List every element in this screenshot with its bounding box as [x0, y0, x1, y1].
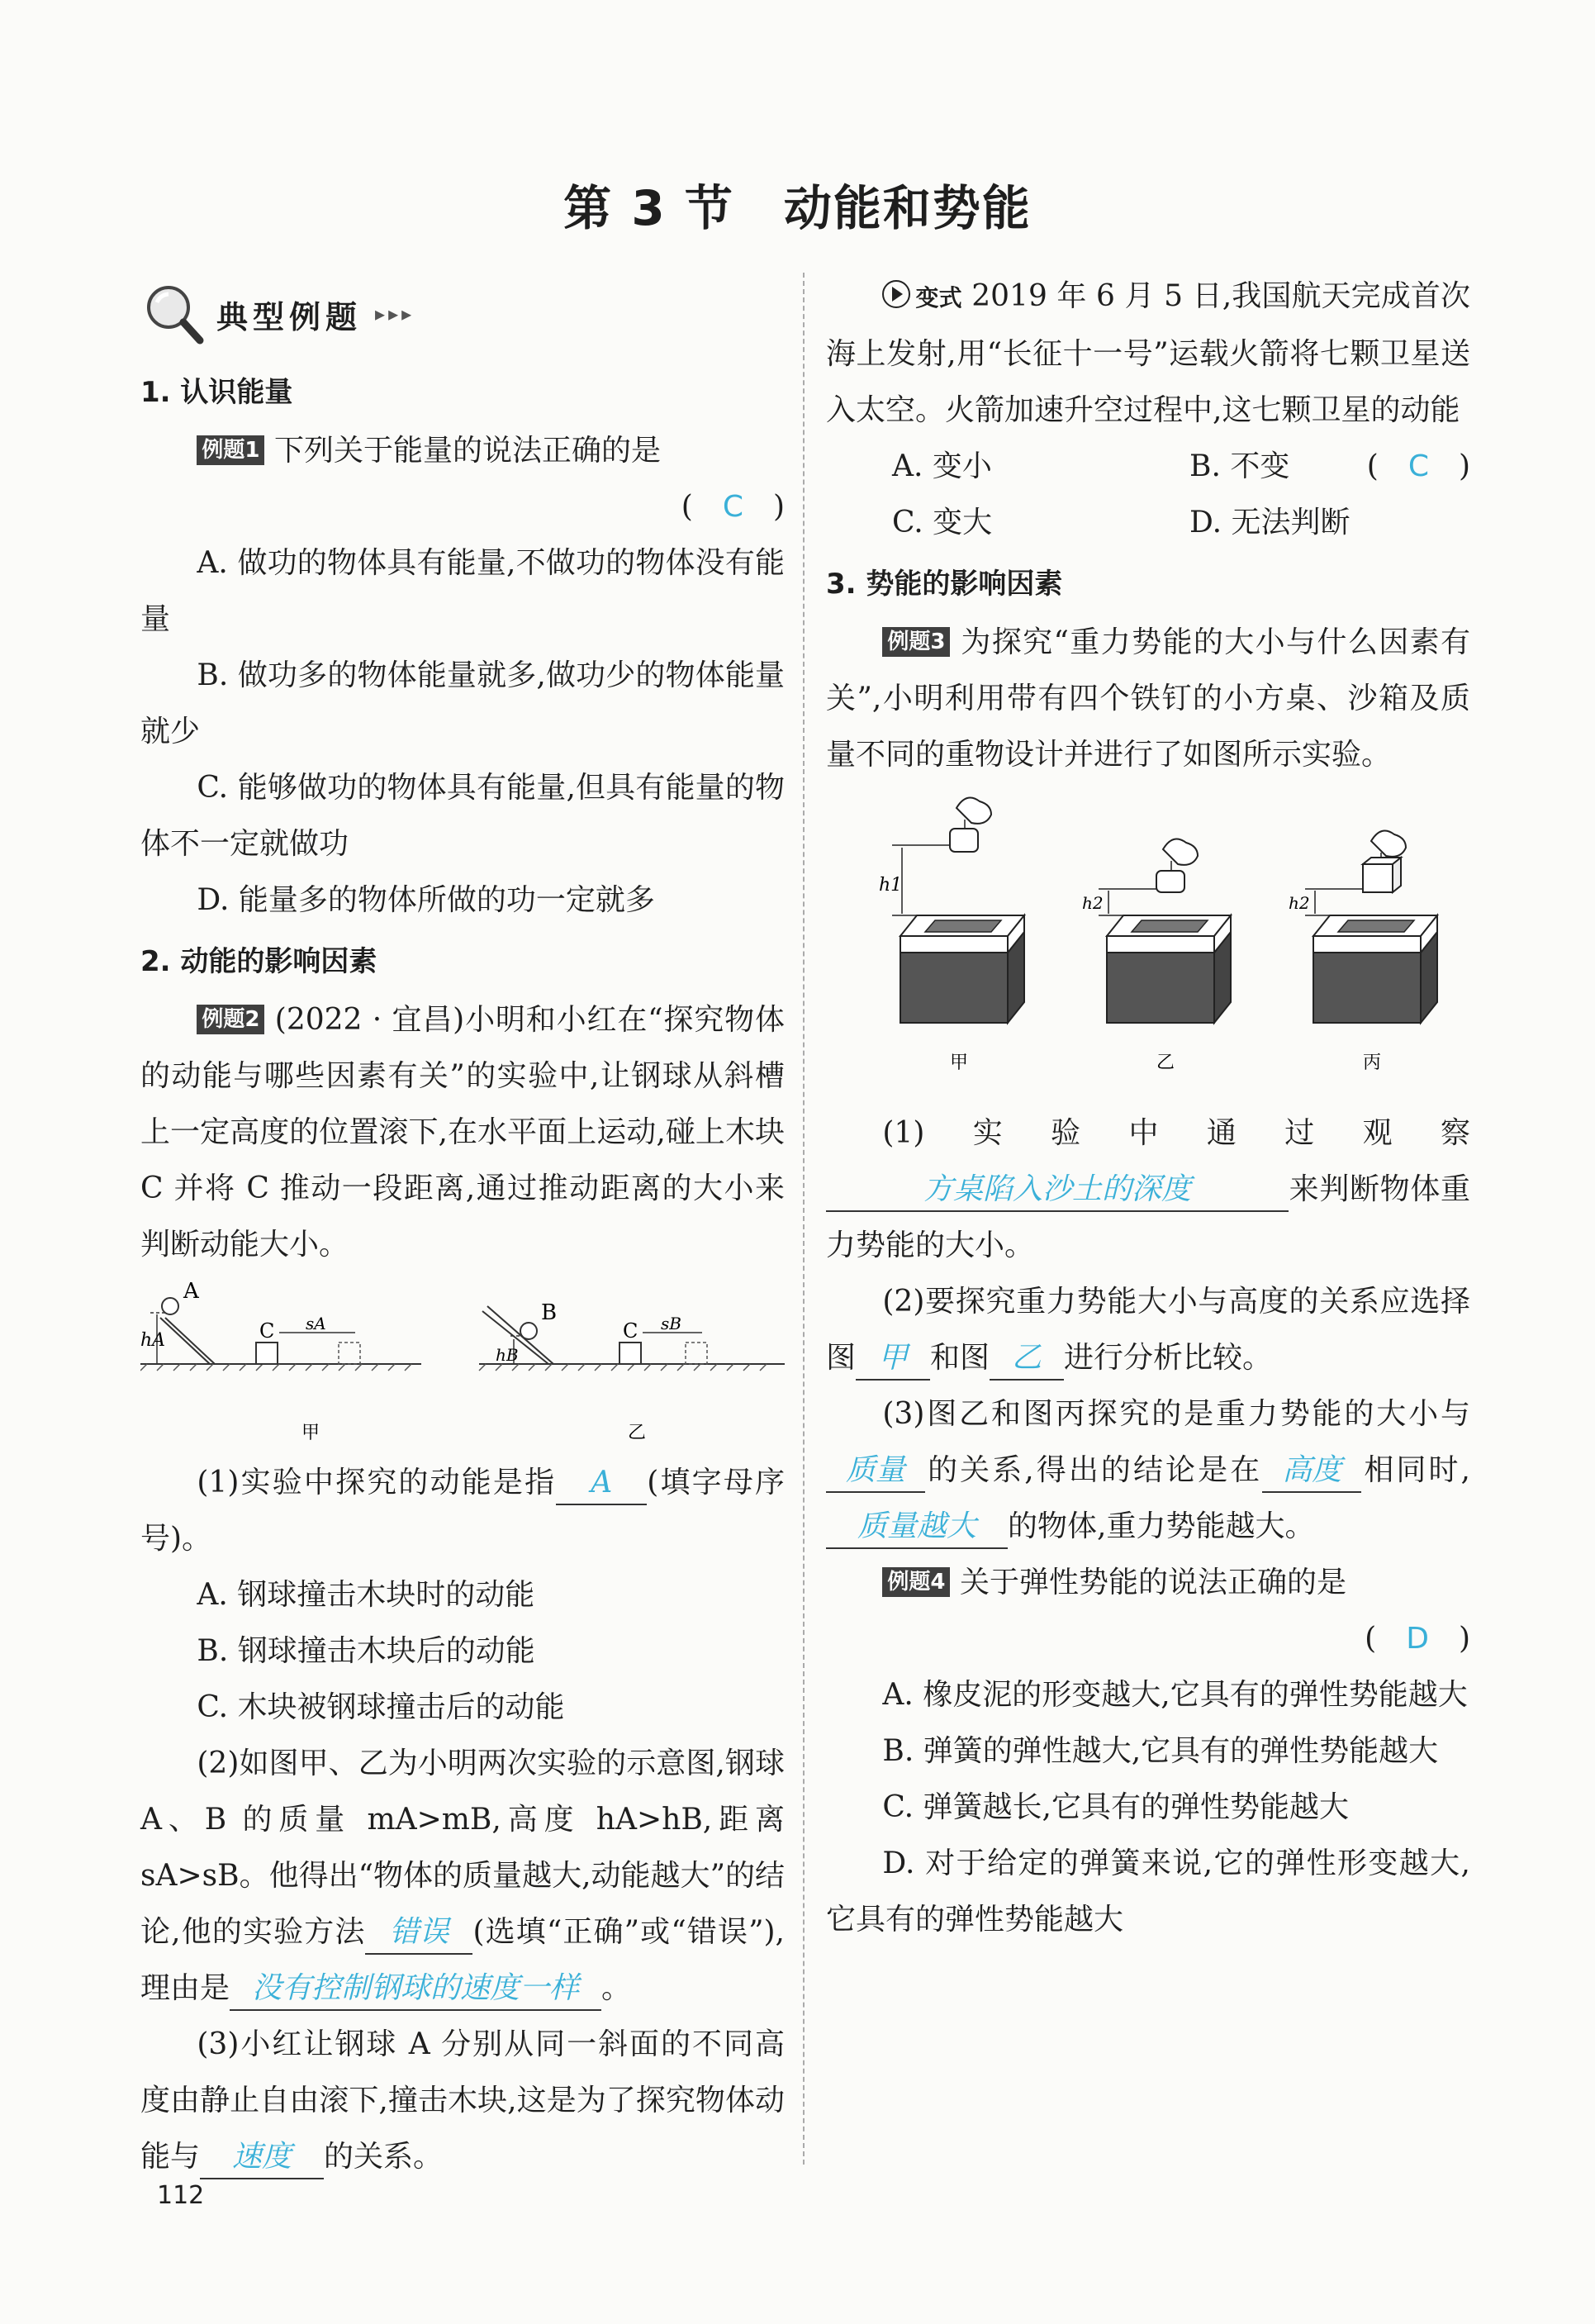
page-title: 第 3 节 动能和势能 — [563, 180, 1032, 236]
blank-answer: 质量越大 — [826, 1506, 1008, 1549]
page-number: 112 — [157, 2181, 205, 2210]
answer-value: D — [1406, 1622, 1429, 1656]
example-tag: 例题2 — [197, 1005, 264, 1034]
blank-answer: 速度 — [200, 2136, 324, 2179]
blank-answer: 乙 — [990, 1338, 1064, 1381]
heading-2: 2. 动能的影响因素 — [140, 945, 377, 978]
example-2-q1: (1)实验中探究的动能是指 A (填字母序号)。 — [140, 1455, 785, 1567]
blank-answer: 质量 — [826, 1450, 925, 1493]
blank-answer: A — [556, 1462, 647, 1505]
answer-paren: ( C ) — [681, 490, 785, 524]
fig-caption-jia: 甲 — [301, 1423, 320, 1443]
section-banner-label: 典型例题 — [216, 298, 363, 335]
option: B. 做功多的物体能量就多,做功少的物体能量就少 — [140, 658, 785, 749]
section-banner — [140, 269, 785, 359]
option: A. 变小 — [892, 449, 992, 483]
example-tag: 例题1 — [197, 435, 264, 465]
answer-paren: ( D ) — [1365, 1622, 1470, 1656]
fig-label-c2: C — [623, 1319, 638, 1343]
variant-options — [826, 439, 1351, 551]
heading-3: 3. 势能的影响因素 — [826, 568, 1063, 601]
example-4-stem: 例题4 关于弹性势能的说法正确的是 — [826, 1555, 1470, 1611]
fig-label-b: B — [541, 1300, 558, 1325]
heading-1: 1. 认识能量 — [140, 376, 293, 409]
fig-label-sa: sA — [306, 1314, 326, 1333]
option: C. 能够做功的物体具有能量,但具有能量的物体不一定就做功 — [140, 771, 785, 861]
example-3-q3: (3)图乙和图丙探究的是重力势能的大小与质量 的关系,得出的结论是在 高度 相同时,质量越大 的物体,重力势能越大。 — [826, 1386, 1470, 1555]
example-2-q2: (2)如图甲、乙为小明两次实验的示意图,钢球 A、B 的质量 mA>mB,高度 hA>hB,距离 sA>sB。他得出“物体的质量越大,动能越大”的结论,他的实验方法 错误 (选填“正确”或“错误”),理由是 没有控制钢球的速度一样 。 — [140, 1736, 785, 2017]
example-tag: 例题3 — [882, 627, 950, 657]
blank-answer: 高度 — [1262, 1450, 1361, 1493]
left-column — [140, 269, 785, 2185]
banner-arrows-icon: ▸▸▸ — [375, 302, 415, 326]
option: B. 钢球撞击木块后的动能 — [197, 1634, 535, 1668]
blank-answer: 方桌陷入沙土的深度 — [826, 1169, 1289, 1212]
sandbox-figure — [826, 783, 1470, 1105]
magnifier-icon — [140, 281, 206, 347]
fig-caption-yi: 乙 — [1156, 1053, 1175, 1073]
blank-answer: 没有控制钢球的速度一样 — [230, 1968, 601, 2011]
option: A. 做功的物体具有能量,不做功的物体没有能量 — [140, 546, 785, 636]
example-2-q3: (3)小红让钢球 A 分别从同一斜面的不同高度由静止自由滚下,撞击木块,这是为了探究物体动能与 速度 的关系。 — [140, 2017, 785, 2185]
ramp-figure — [140, 1281, 785, 1455]
example-3-q2: (2)要探究重力势能大小与高度的关系应选择图 甲 和图 乙 进行分析比较。 — [826, 1274, 1470, 1386]
blank-answer: 错误 — [365, 1912, 472, 1955]
column-divider — [803, 273, 805, 2165]
answer-value: C — [722, 490, 743, 524]
answer-value: C — [1407, 449, 1429, 483]
blank-answer: 甲 — [856, 1338, 930, 1381]
option: A. 钢球撞击木块时的动能 — [197, 1578, 535, 1612]
fig-caption-jia: 甲 — [950, 1053, 969, 1073]
option: D. 能量多的物体所做的功一定就多 — [197, 883, 655, 917]
example-3-q1: (1)实验中通过观察方桌陷入沙土的深度 来判断物体重力势能的大小。 — [826, 1116, 1470, 1262]
fig-label-c1: C — [259, 1319, 275, 1343]
option: B. 弹簧的弹性越大,它具有的弹性势能越大 — [882, 1734, 1439, 1768]
fig-label-ha: hA — [140, 1330, 166, 1351]
fig-label-sb: sB — [661, 1314, 681, 1333]
fig-label-h2b: h2 — [1289, 893, 1310, 913]
example-1-stem: 例题1 下列关于能量的说法正确的是 — [140, 423, 785, 479]
option: B. 不变 — [1189, 449, 1290, 483]
variant-stem: 变式 2019 年 6 月 5 日,我国航天完成首次海上发射,用“长征十一号”运载火箭将七颗卫星送入太空。火箭加速升空过程中,这七颗卫星的动能 ( C ) — [826, 269, 1470, 439]
option: A. 橡皮泥的形变越大,它具有的弹性势能越大 — [882, 1678, 1468, 1712]
fig-label-a: A — [183, 1281, 199, 1304]
example-tag: 例题4 — [882, 1567, 950, 1597]
right-column — [826, 269, 1470, 1948]
play-icon — [882, 280, 910, 308]
example-3-stem: 例题3 为探究“重力势能的大小与什么因素有关”,小明利用带有四个铁钉的小方桌、沙箱及质量不同的重物设计并进行了如图所示实验。 — [826, 625, 1470, 772]
ramp-diagram — [140, 1281, 785, 1455]
example-2-stem: 例题2 (2022 · 宜昌)小明和小红在“探究物体的动能与哪些因素有关”的实验中,让钢球从斜槽上一定高度的位置滚下,在水平面上运动,碰上木块 C 并将 C 推动一段距离,通过推动距离的大小来判断动能大小。 — [140, 1003, 785, 1262]
fig-caption-yi: 乙 — [628, 1423, 647, 1443]
option: C. 弹簧越长,它具有的弹性势能越大 — [882, 1790, 1349, 1824]
fig-caption-bing: 丙 — [1363, 1053, 1382, 1073]
fig-label-h1: h1 — [879, 875, 903, 896]
option: C. 变大 — [892, 506, 993, 539]
option: D. 无法判断 — [1189, 506, 1351, 539]
answer-paren: ( C ) — [1366, 449, 1470, 483]
fig-label-hb: hB — [496, 1345, 519, 1365]
sandbox-diagram — [826, 783, 1470, 1105]
fig-label-h2a: h2 — [1082, 893, 1104, 913]
option: D. 对于给定的弹簧来说,它的弹性形变越大,它具有的弹性势能越大 — [826, 1846, 1470, 1937]
option: C. 木块被钢球撞击后的动能 — [197, 1690, 565, 1724]
